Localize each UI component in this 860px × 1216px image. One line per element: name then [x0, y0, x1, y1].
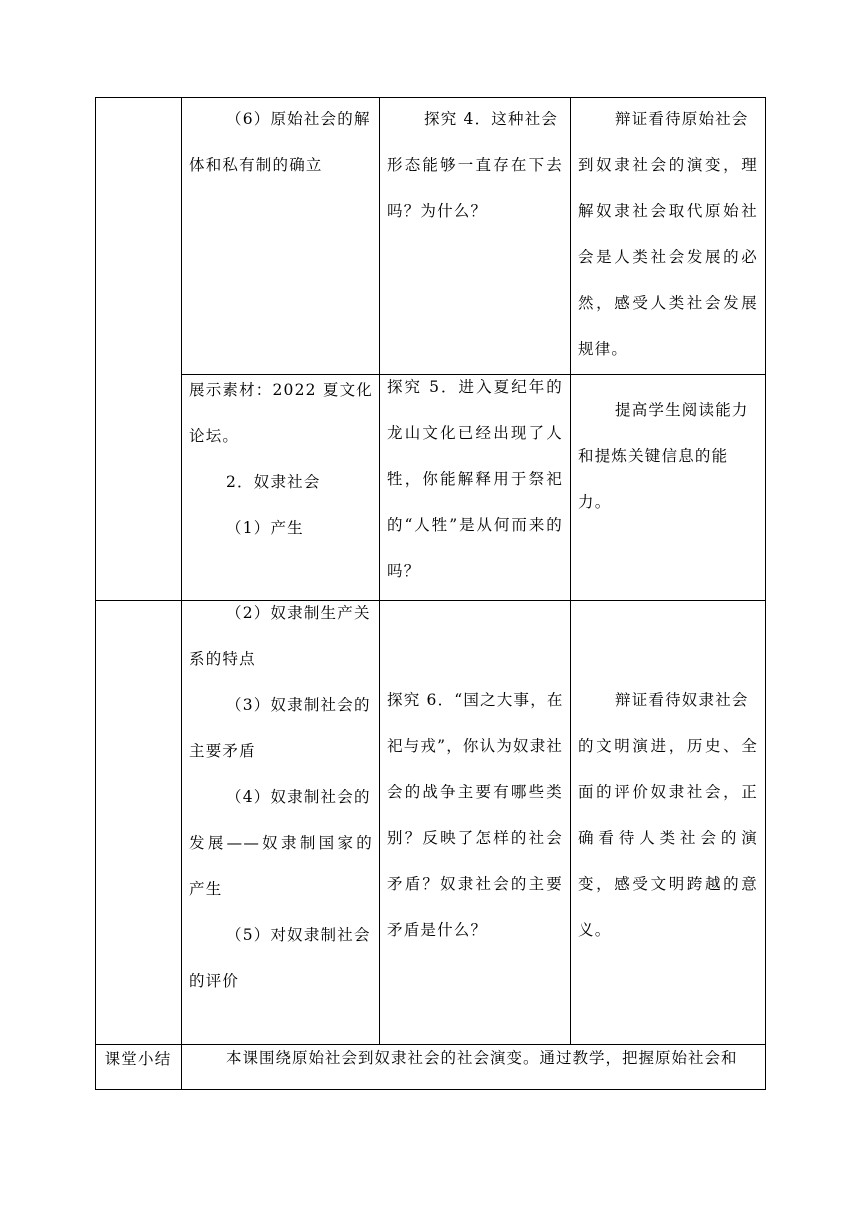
cell-line: 确看待人类社会的演: [578, 829, 758, 847]
cell-line: 牲，你能解释用于祭祀: [387, 470, 563, 488]
cell-line: （4）奴隶制社会的: [226, 788, 371, 806]
cell-line: 会的战争主要有哪些类: [387, 783, 563, 801]
cell-line: 探究 6．“国之大事，在: [387, 691, 564, 709]
table-border-col1: [181, 97, 182, 1090]
cell-line: （6）原始社会的解: [226, 110, 371, 128]
cell-line: 形态能够一直存在下去: [387, 156, 563, 174]
cell-line: 变，感受文明跨越的意: [578, 875, 758, 893]
cell-line: 别？反映了怎样的社会: [387, 829, 563, 847]
summary-text: 本课围绕原始社会到奴隶社会的社会演变。通过教学，把握原始社会和: [226, 1049, 738, 1067]
table-border-bottom: [95, 1089, 766, 1090]
cell-line: 探究 5．进入夏纪年的: [387, 378, 563, 396]
cell-line: 论坛。: [189, 427, 240, 445]
cell-line: （5）对奴隶制社会: [226, 926, 371, 944]
cell-line: （3）奴隶制社会的: [226, 696, 371, 714]
row3-content-cell: [189, 590, 373, 1004]
row1-content-cell: [189, 96, 373, 188]
cell-line: 吗？: [387, 562, 421, 580]
cell-line: 产生: [189, 880, 223, 898]
table-border-col3: [570, 97, 571, 1045]
cell-line: 的“人牲”是从何而来的: [387, 516, 563, 534]
row1-inquiry-cell: [387, 96, 563, 234]
cell-line: 辩证看待奴隶社会: [615, 691, 749, 709]
cell-line: 解奴隶社会取代原始社: [578, 202, 758, 220]
cell-line: 到奴隶社会的演变，理: [578, 156, 758, 174]
row3-inquiry-cell: [387, 677, 563, 953]
cell-line: 龙山文化已经出现了人: [387, 424, 563, 442]
summary-label: [95, 1044, 181, 1072]
cell-line: 力。: [578, 493, 612, 511]
cell-line: 2．奴隶社会: [226, 473, 321, 491]
cell-line: 规律。: [578, 340, 629, 358]
cell-line: 辩证看待原始社会: [615, 110, 749, 128]
cell-line: 和提炼关键信息的能: [578, 447, 729, 465]
cell-line: 矛盾？奴隶社会的主要: [387, 875, 563, 893]
cell-line: 矛盾是什么？: [387, 921, 488, 939]
cell-line: （2）奴隶制生产关: [226, 604, 371, 622]
row2-content-cell: [189, 367, 373, 551]
cell-line: 系的特点: [189, 650, 256, 668]
cell-line: 探究 4．这种社会: [424, 110, 559, 128]
cell-line: 祀与戎”，你认为奴隶社: [387, 737, 564, 755]
cell-line: 面的评价奴隶社会，正: [578, 783, 758, 801]
cell-line: 会是人类社会发展的必: [578, 248, 758, 266]
table-border-right: [765, 97, 766, 1090]
summary-text-cell: [189, 1044, 763, 1072]
cell-line: 主要矛盾: [189, 742, 256, 760]
cell-line: 展示素材：2022 夏文化: [189, 381, 373, 399]
cell-line: （1）产生: [226, 519, 304, 537]
cell-line: 然，感受人类社会发展: [578, 294, 758, 312]
cell-line: 体和私有制的确立: [189, 156, 323, 174]
table-border-left: [95, 97, 96, 1090]
cell-line: 发展——奴隶制国家的: [189, 834, 373, 852]
row1-goal-cell: [578, 96, 758, 372]
cell-line: 义。: [578, 921, 612, 939]
cell-line: 吗？为什么？: [387, 202, 488, 220]
cell-line: 的文明演进，历史、全: [578, 737, 758, 755]
row2-inquiry-cell: [387, 364, 563, 594]
row3-goal-cell: [578, 677, 758, 953]
row2-goal-cell: [578, 387, 758, 525]
summary-label-text: 课堂小结: [104, 1050, 172, 1068]
cell-line: 的评价: [189, 972, 240, 990]
table-border-col2: [379, 97, 380, 1045]
cell-line: 提高学生阅读能力: [615, 401, 749, 419]
